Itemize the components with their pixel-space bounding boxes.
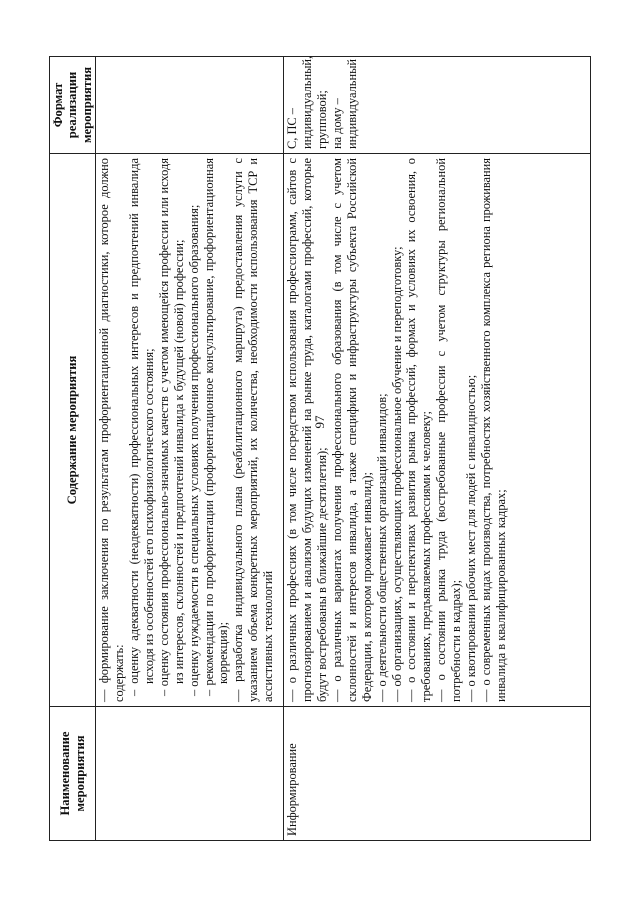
content-line: — о различных профессиях (в том числе посредством использования профессиограмм, сайтов с прогнозированием и анализом будущих изменений на рынке труда, каталогами профессий, которые будут востребованы в ближайшие десятилетия); <box>285 158 330 702</box>
format-line: С, ПС – <box>285 108 300 149</box>
format-line: на дому – <box>330 98 345 149</box>
header-content: Содержание мероприятия <box>50 154 96 707</box>
content-line: – оценку нуждаемости в специальных условиях получения профессионального образования; <box>186 204 201 696</box>
content-line: – оценку состояния профессионально-значимых качеств с учетом имеющейся профессии или исходя из интересов, склонностей и предпочтений инвалида к будущей (новой) профессии; <box>156 158 186 696</box>
content-line: — об организациях, осуществляющих профессиональное обучение и переподготовку; <box>389 246 404 702</box>
content-line: — о квотировании рабочих мест для людей с инвалидностью; <box>463 374 478 702</box>
content-line: – оценку адекватности (неадекватности) профессиональных интересов и предпочтений инвалида исходя из особенностей его психофизиологического состояния; <box>127 158 157 696</box>
row1-name-cell <box>96 707 284 841</box>
format-line: индивидуальный <box>344 58 359 149</box>
content-line: — о современных видах производства, потребностях хозяйственного комплекса региона проживания инвалида в квалифицированных кадрах; <box>478 158 508 702</box>
rotated-table-container <box>49 57 591 841</box>
content-line: — разработка индивидуального плана (реабилитационного маршрута) предоставления услуги с указанием объема конкретных мероприятий, их количества, необходимости использования ТСР и ассистивных технологий <box>231 158 276 702</box>
content-line: – рекомендации по профориентации (профориентационное консультирование, профориентационная коррекция); <box>201 158 231 696</box>
activities-table <box>49 56 591 841</box>
row1-content-cell <box>96 154 284 707</box>
page-number: 97 <box>312 415 327 429</box>
table-header-row <box>50 57 96 841</box>
row2-format-cell <box>284 57 591 154</box>
content-line: — о различных вариантах получения профессионального образования (в том числе с учетом склонностей и интересов инвалида, а также специфики и инфраструктуры субъекта Российской Федерации, в котором проживает инвалид); <box>330 158 374 702</box>
format-line: групповой; <box>315 90 330 149</box>
table-row <box>284 57 591 841</box>
format-line: индивидуальный, <box>300 55 315 149</box>
content-line: — о деятельности общественных организаций инвалидов; <box>374 393 389 702</box>
row1-format-cell <box>96 57 284 154</box>
header-name: Наименование мероприятия <box>50 707 96 841</box>
row2-content-cell <box>284 154 591 707</box>
table-row <box>96 57 284 841</box>
row2-name-cell: Информирование <box>284 707 591 841</box>
content-line: — формирование заключения по результатам профориентационной диагностики, которое должно содержать: <box>97 158 127 702</box>
content-line: — о состоянии и перспективах развития рынка профессий, формах и условиях их освоения, о требованиях, предъявляемых профессиями к человеку; <box>404 158 434 702</box>
header-format: Формат реализации мероприятия <box>50 57 96 154</box>
content-line: — о состоянии рынка труда (востребованные профессии с учетом структуры региональной потребности в кадрах); <box>434 158 464 702</box>
